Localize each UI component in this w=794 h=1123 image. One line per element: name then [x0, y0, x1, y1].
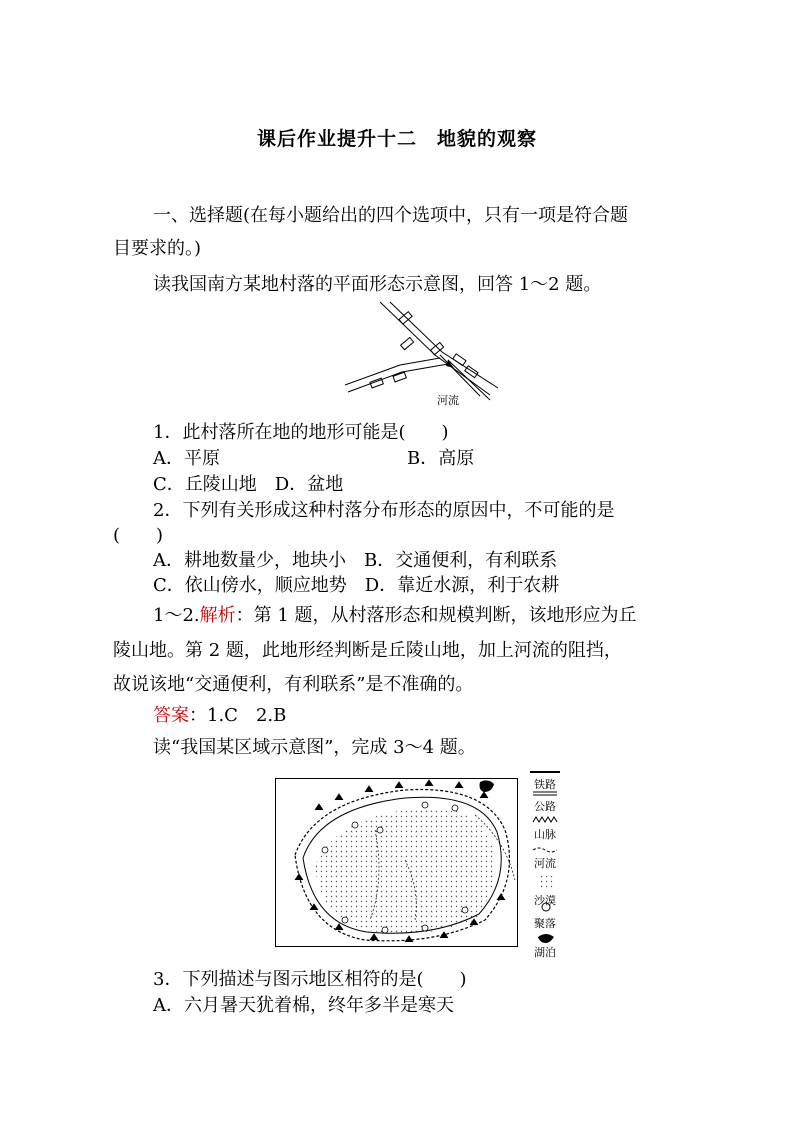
legend-settlement: 聚落 — [534, 917, 556, 930]
region-map-figure — [275, 770, 565, 960]
legend-railway: 铁路 — [534, 778, 556, 791]
q2-option-cd: C．依山傍水，顺应地势 D．靠近水源，利于农耕 — [153, 575, 560, 596]
analysis-line2: 陵山地。第 2 题，此地形经判断是丘陵山地，加上河流的阻挡， — [113, 640, 622, 661]
village-layout-figure — [340, 300, 500, 410]
analysis-text: ：第 1 题，从村落形态和规模判断，该地形应为丘 — [235, 605, 637, 626]
legend-mountain: 山脉 — [534, 828, 556, 841]
analysis-prefix: 1～2. — [153, 605, 200, 626]
q1-option-cd: C．丘陵山地 D．盆地 — [153, 474, 344, 495]
page-title: 课后作业提升十二 地貌的观察 — [257, 128, 538, 150]
section-heading-line2: 目要求的。) — [113, 238, 202, 259]
analysis-line3: 故说该地“交通便利，有利联系”是不准确的。 — [113, 674, 474, 695]
analysis-label: 解析 — [199, 605, 236, 626]
q2-option-ab: A．耕地数量少，地块小 B．交通便利，有利联系 — [153, 550, 558, 571]
answer-text: ：1.C 2.B — [189, 705, 287, 726]
answer-line — [153, 703, 286, 729]
legend-desert: 沙漠 — [534, 894, 556, 907]
q1-stem: 1．此村落所在地的地形可能是( ) — [153, 422, 449, 443]
legend-lake: 湖泊 — [534, 946, 556, 959]
answer-label: 答案 — [153, 705, 189, 726]
q2-stem-line1: 2．下列有关形成这种村落分布形态的原因中，不可能的是 — [153, 500, 615, 521]
q3-stem: 3．下列描述与图示地区相符的是( ) — [153, 969, 467, 990]
legend-highway: 公路 — [534, 800, 556, 813]
q1-option-a: A．平原 — [153, 448, 220, 469]
q3-option-a: A．六月暑天犹着棉，终年多半是寒天 — [153, 995, 454, 1016]
q1-option-b: B．高原 — [407, 448, 475, 469]
river-label: 河流 — [437, 394, 459, 407]
legend-river: 河流 — [534, 857, 556, 870]
section-heading-line1: 一、选择题(在每小题给出的四个选项中，只有一项是符合题 — [153, 205, 629, 226]
intro-q3-4: 读“我国某区域示意图”，完成 3～4 题。 — [153, 737, 476, 758]
q2-stem-line2: ( ) — [113, 525, 164, 546]
analysis-line1 — [153, 603, 637, 629]
intro-q1-2: 读我国南方某地村落的平面形态示意图，回答 1～2 题。 — [153, 274, 602, 295]
